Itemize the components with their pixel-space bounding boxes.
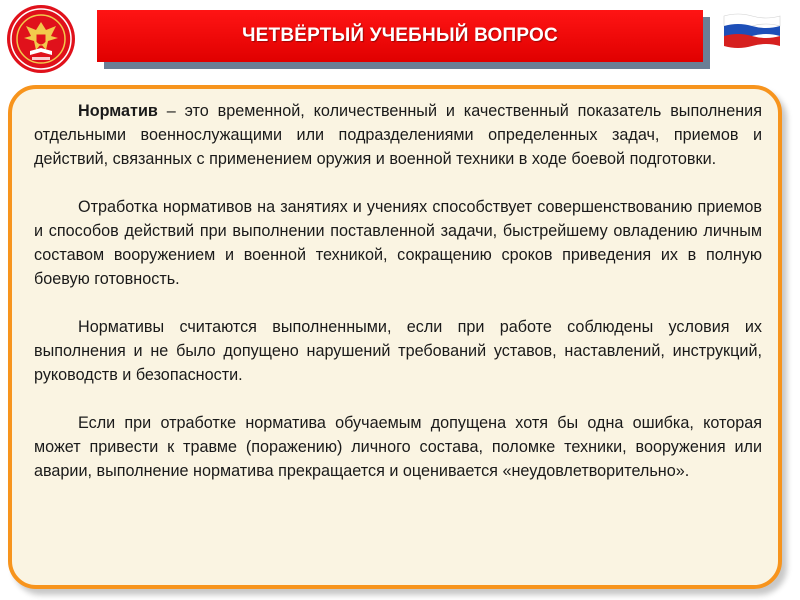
failure-text: Если при отработке норматива обучаемым допущена хотя бы одна ошибка, которая может привести к травме (поражению) личного состава, поломке техники, вооружения или аварии, выполнение норматива прекращается и оценивается «неудовлетворительно». bbox=[34, 414, 762, 480]
completion-text: Нормативы считаются выполненными, если при работе соблюдены условия их выполнения и не было допущено нарушений требований уставов, наставлений, инструкций, руководств и безопасности. bbox=[34, 318, 762, 384]
paragraph-failure bbox=[34, 411, 762, 483]
paragraph-completion bbox=[34, 315, 762, 387]
title-banner bbox=[97, 10, 703, 62]
page-title: ЧЕТВЁРТЫЙ УЧЕБНЫЙ ВОПРОС bbox=[242, 25, 558, 46]
paragraph-definition bbox=[34, 99, 762, 171]
russian-flag-icon bbox=[722, 12, 782, 52]
content-panel bbox=[8, 85, 782, 589]
definition-text: – это временной, количественный и качественный показатель выполнения отдельными военнослужащими или подразделениями определенных задач, приемов и действий, связанных с применением оружия и военной техники в ходе боевой подготовки. bbox=[34, 102, 762, 168]
term-normative: Норматив bbox=[78, 102, 158, 120]
paragraph-training bbox=[34, 195, 762, 291]
academy-emblem-icon bbox=[6, 4, 76, 74]
training-text: Отработка нормативов на занятиях и учениях способствует совершенствованию приемов и способов действий при выполнении поставленной задачи, быстрейшему овладению личным составом вооружением и военной техникой, сокращению сроков приведения их в полную боевую готовность. bbox=[34, 198, 762, 288]
